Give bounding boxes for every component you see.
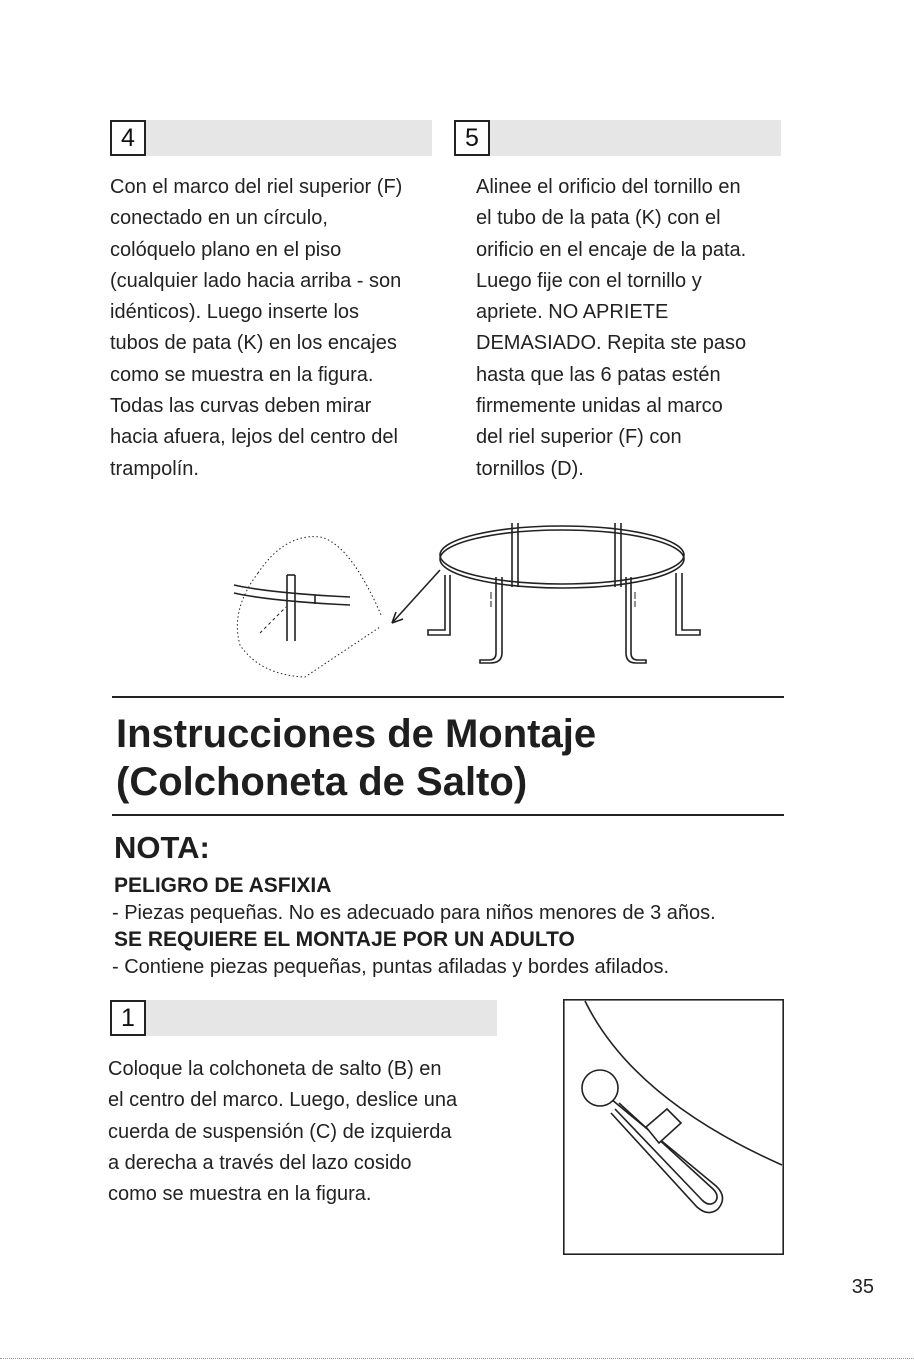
- page-bottom-dotted-line: [0, 1358, 914, 1359]
- heading-top-rule: [112, 696, 784, 698]
- step-4-header-bar: [110, 120, 432, 156]
- step-4-text: Con el marco del riel superior (F) conectado en un círculo, colóquelo plano en el piso (cualquier lado hacia arriba - son idénticos). Luego inserte los tubos de pata (K) en los encajes como se muestra en la figura. Todas las curvas deben mirar hacia afuera, lejos del centro del trampolín.: [110, 176, 403, 480]
- nota-title: NOTA:: [114, 830, 210, 865]
- page-title-line-1: Instrucciones de Montaje: [116, 712, 597, 756]
- step-4-number: 4: [110, 120, 146, 156]
- page-number: 35: [851, 1276, 874, 1298]
- heading-bottom-rule: [112, 814, 784, 816]
- step-5-header-bar: [454, 120, 781, 156]
- warning-2-title: SE REQUIERE EL MONTAJE POR UN ADULTO: [114, 928, 575, 951]
- page-title-line-2: (Colchoneta de Salto): [116, 760, 528, 804]
- step-1-number: 1: [110, 1000, 146, 1036]
- spring-loop-diagram: [563, 999, 784, 1255]
- step-1-header-bar: [110, 1000, 497, 1036]
- step-5-number: 5: [454, 120, 490, 156]
- trampoline-frame-legs-diagram: [210, 515, 710, 685]
- warning-1-text: - Piezas pequeñas. No es adecuado para niños menores de 3 años.: [112, 902, 716, 924]
- step-1-text: Coloque la colchoneta de salto (B) en el centro del marco. Luego, deslice una cuerda de suspensión (C) de izquierda a derecha a través del lazo cosido como se muestra en la figura.: [108, 1058, 458, 1206]
- warning-2-text: - Contiene piezas pequeñas, puntas afiladas y bordes afilados.: [112, 956, 670, 978]
- warning-1-title: PELIGRO DE ASFIXIA: [114, 874, 332, 897]
- step-5-text: Alinee el orificio del tornillo en el tubo de la pata (K) con el orificio en el encaje de la pata. Luego fije con el tornillo y apriete. NO APRIETE DEMASIADO. Repita ste paso hasta que las 6 patas estén firmemente unidas al marco del riel superior (F) con tornillos (D).: [476, 176, 747, 480]
